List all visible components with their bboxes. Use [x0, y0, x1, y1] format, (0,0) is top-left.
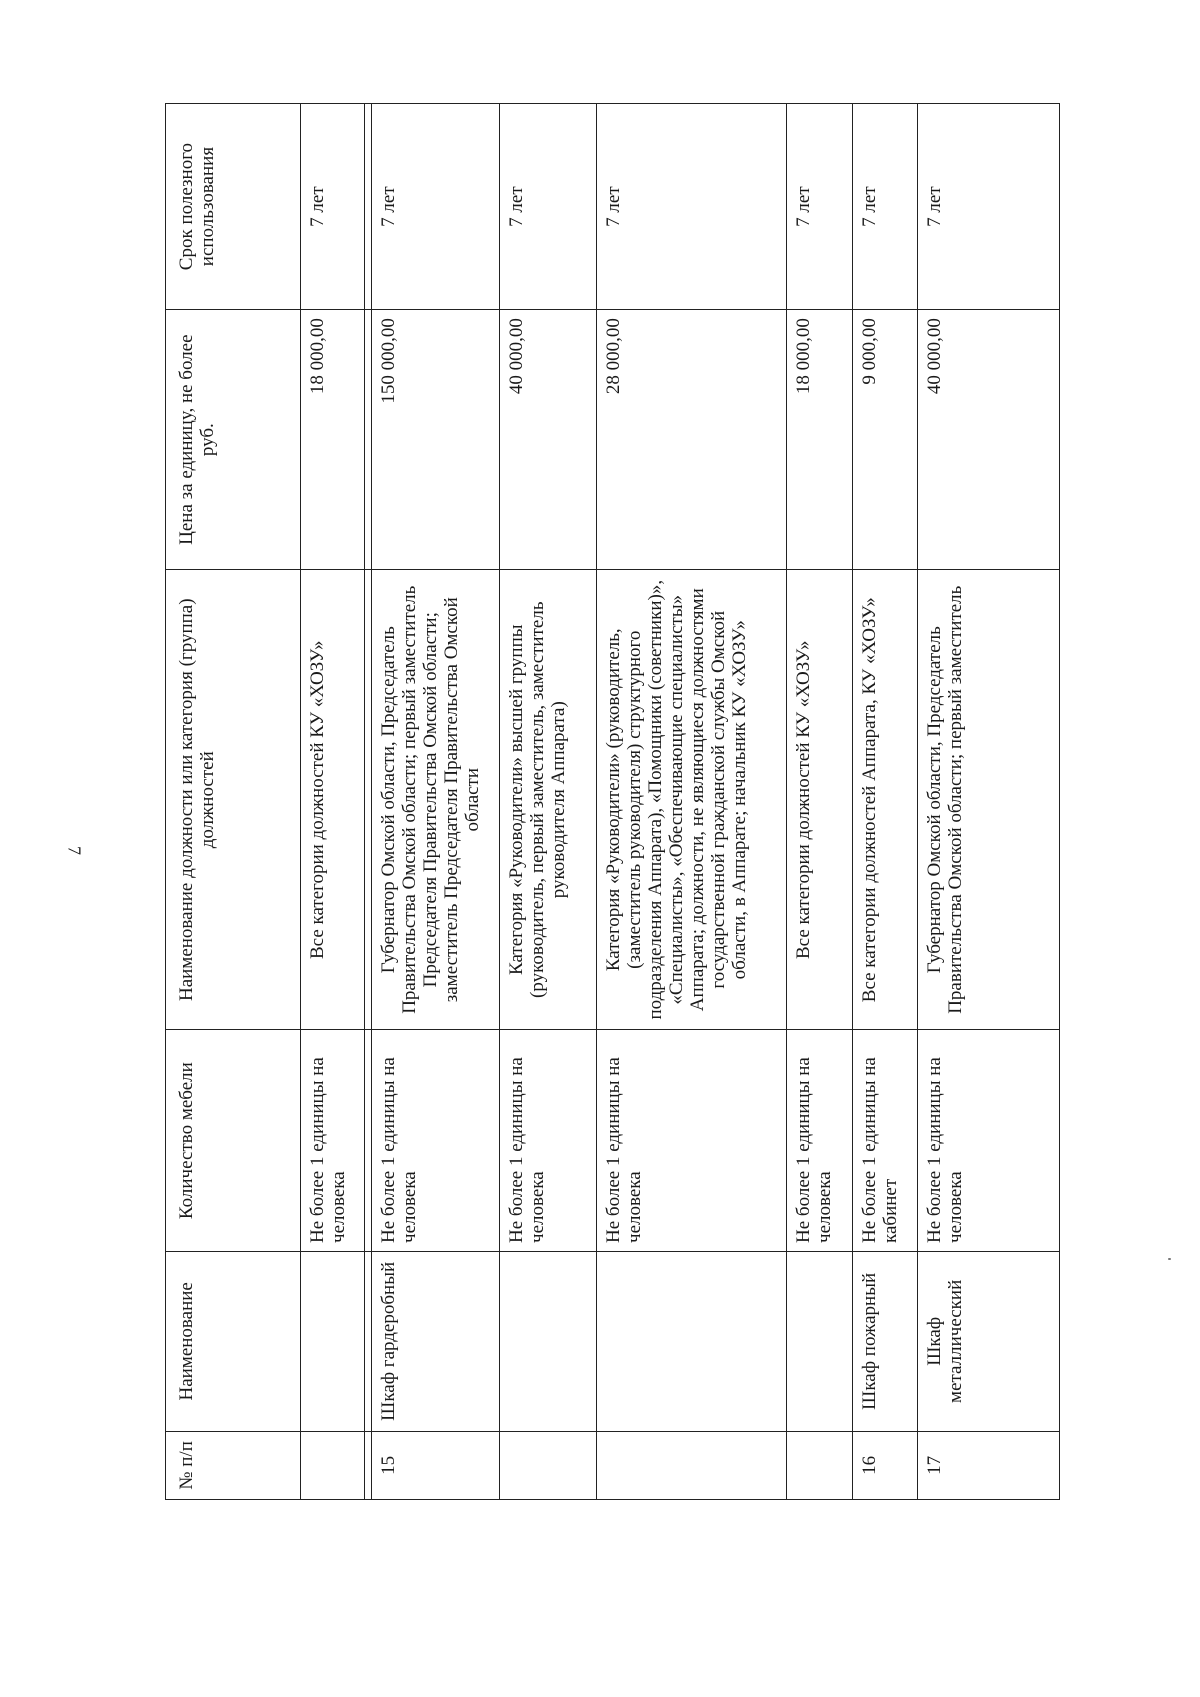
row-num [500, 1431, 597, 1499]
table-row [853, 104, 918, 1500]
table-row [918, 104, 1060, 1500]
row-qty: Не более 1 единицы на человека [372, 1030, 500, 1252]
furniture-norms-table [165, 103, 1060, 1500]
row-position: Губернатор Омской области, Председатель Правительства Омской области; первый заместитель [918, 570, 1060, 1030]
scan-speck [1168, 1258, 1171, 1260]
row-price: 9 000,00 [853, 310, 918, 570]
row-qty: Не более 1 единицы на человека [918, 1030, 1060, 1252]
row-position: Категория «Руководители» (руководитель, (заместитель руководителя) структурного подразделения Аппарата), «Помощники (советники)», «Специалисты», «Обеспечивающие специалисты» Аппарата; должности, не являющиеся должностями государственной гражданской службы Омской области, в Аппарате; начальник КУ «ХОЗУ» [597, 570, 787, 1030]
row-name [597, 1251, 787, 1431]
header-term: Срок полезного использования [166, 104, 301, 310]
row-term: 7 лет [787, 104, 853, 310]
header-name: Наименование [166, 1251, 301, 1431]
row-qty: Не более 1 единицы на человека [597, 1030, 787, 1252]
row-price: 40 000,00 [918, 310, 1060, 570]
row-name [787, 1251, 853, 1431]
page-number: 7 [64, 846, 85, 855]
table-header-row [166, 104, 301, 1500]
row-name [500, 1251, 597, 1431]
row-position: Все категории должностей КУ «ХОЗУ» [301, 570, 365, 1030]
row-qty: Не более 1 единицы на человека [787, 1030, 853, 1252]
header-position: Наименование должности или категория (группа) должностей [166, 570, 301, 1030]
row-term: 7 лет [301, 104, 365, 310]
row-price: 150 000,00 [372, 310, 500, 570]
row-position: Все категории должностей Аппарата, КУ «ХОЗУ» [853, 570, 918, 1030]
row-price: 18 000,00 [787, 310, 853, 570]
row-price: 18 000,00 [301, 310, 365, 570]
row-position: Категория «Руководители» высшей группы (руководитель, первый заместитель, заместитель руководителя Аппарата) [500, 570, 597, 1030]
row-term: 7 лет [853, 104, 918, 310]
row-name [301, 1251, 365, 1431]
row-position: Губернатор Омской области, Председатель Правительства Омской области; первый заместитель Председателя Правительства Омской области; заместитель Председателя Правительства Омской области [372, 570, 500, 1030]
table-row [372, 104, 500, 1500]
header-qty: Количество мебели [166, 1030, 301, 1252]
row-term: 7 лет [372, 104, 500, 310]
header-price: Цена за единицу, не более руб. [166, 310, 301, 570]
row-name: Шкаф пожарный [853, 1251, 918, 1431]
row-num: 17 [918, 1431, 1060, 1499]
table-row [301, 104, 365, 1500]
header-num: № п/п [166, 1431, 301, 1499]
row-term: 7 лет [500, 104, 597, 310]
row-price: 40 000,00 [500, 310, 597, 570]
row-num [597, 1431, 787, 1499]
table-row [500, 104, 597, 1500]
row-qty: Не более 1 единицы на человека [500, 1030, 597, 1252]
table-row [787, 104, 853, 1500]
table-separator [365, 104, 372, 1500]
row-num [301, 1431, 365, 1499]
row-qty: Не более 1 единицы на человека [301, 1030, 365, 1252]
row-term: 7 лет [918, 104, 1060, 310]
row-num: 16 [853, 1431, 918, 1499]
row-name: Шкаф металлический [918, 1251, 1060, 1431]
table-row [597, 104, 787, 1500]
row-position: Все категории должностей КУ «ХОЗУ» [787, 570, 853, 1030]
row-num: 15 [372, 1431, 500, 1499]
row-name: Шкаф гардеробный [372, 1251, 500, 1431]
row-num [787, 1431, 853, 1499]
row-price: 28 000,00 [597, 310, 787, 570]
row-qty: Не более 1 единицы на кабинет [853, 1030, 918, 1252]
row-term: 7 лет [597, 104, 787, 310]
